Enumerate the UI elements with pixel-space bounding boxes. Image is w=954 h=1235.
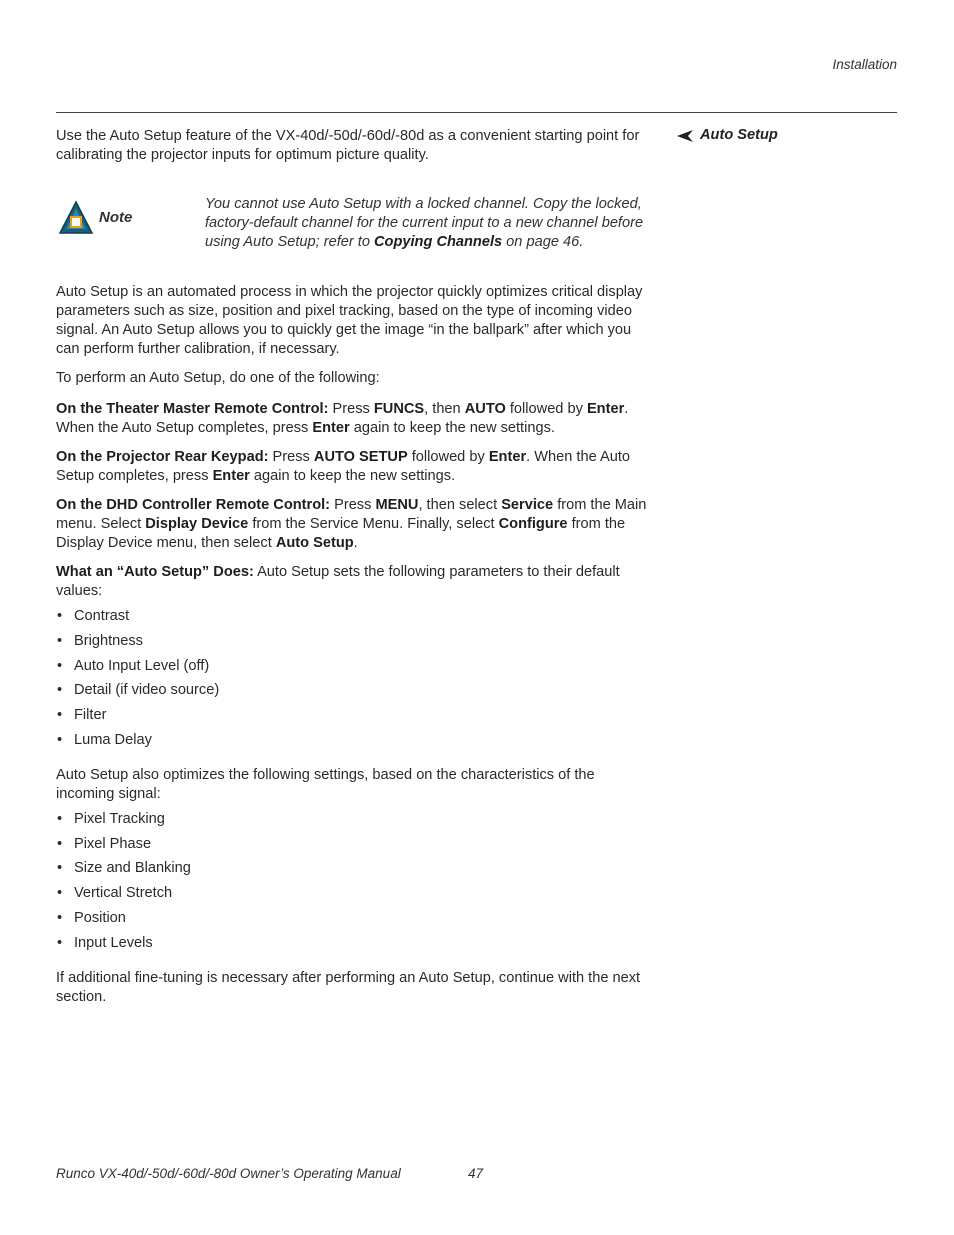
theater-t2: , then — [424, 401, 465, 417]
list-item: • Size and Blanking — [56, 859, 656, 884]
dhd-key-auto-setup: Auto Setup — [275, 535, 354, 551]
note-text — [205, 195, 655, 252]
dhd-t2: , then select — [418, 497, 502, 513]
list-item: • Contrast — [56, 607, 656, 632]
list-item: • Luma Delay — [56, 731, 656, 756]
warning-icon — [58, 200, 94, 236]
main-content — [56, 283, 656, 1017]
optimized-list — [56, 810, 656, 959]
dhd-t5: from the Display Device menu, then select — [56, 516, 626, 551]
page-number: 47 — [468, 1166, 484, 1181]
theater-key-enter-2: Enter — [312, 420, 350, 436]
dhd-key-service: Service — [501, 497, 554, 513]
paragraph-overview: Auto Setup is an automated process in which the projector quickly optimizes critical display parameters such as size, position and pixel tracking, based on the type of incoming video signal. An Auto Setup allows you to quickly get the image “in the ballpark” after which you can perform further calibration, if necessary. — [56, 284, 643, 357]
list-item: • Vertical Stretch — [56, 884, 656, 909]
dhd-lead: On the DHD Controller Remote Control: — [56, 497, 331, 513]
theater-key-funcs: FUNCS — [373, 401, 425, 417]
keypad-t3: . When the Auto Setup completes, press — [56, 449, 630, 484]
dhd-key-menu: MENU — [375, 497, 419, 513]
paragraph-instructions: To perform an Auto Setup, do one of the following: — [56, 370, 380, 386]
theater-t5: again to keep the new settings. — [349, 420, 555, 436]
list-item: • Position — [56, 909, 656, 934]
keypad-key-enter: Enter — [488, 449, 527, 465]
note-block — [56, 195, 656, 275]
dhd-remote-instructions — [56, 496, 656, 553]
keypad-t1: Press — [268, 449, 314, 465]
theater-remote-instructions — [56, 400, 656, 438]
list-item: • Input Levels — [56, 934, 656, 959]
list-item: • Brightness — [56, 632, 656, 657]
dhd-t6: . — [353, 535, 358, 551]
side-heading — [676, 126, 778, 145]
theater-lead: On the Theater Master Remote Control: — [56, 401, 329, 417]
theater-t1: Press — [328, 401, 374, 417]
keypad-lead: On the Projector Rear Keypad: — [56, 449, 269, 465]
note-ref-link: Copying Channels — [374, 234, 503, 250]
what-auto-setup-does — [56, 563, 656, 601]
footer-manual-title: Runco VX-40d/-50d/-60d/-80d Owner’s Operating Manual — [56, 1166, 401, 1181]
dhd-key-display-device: Display Device — [145, 516, 249, 532]
header-section-title: Installation — [832, 57, 897, 72]
list-item: • Pixel Tracking — [56, 810, 656, 835]
header-rule — [56, 112, 897, 113]
defaults-list — [56, 607, 656, 756]
intro-paragraph — [56, 127, 656, 175]
list-item: • Detail (if video source) — [56, 681, 656, 706]
arrow-left-icon — [676, 129, 694, 143]
note-text-before: You cannot use Auto Setup with a locked channel. Copy the locked, factory-default channel for the current input to a new channel before using Auto Setup; refer to — [205, 196, 644, 250]
list-item: • Filter — [56, 706, 656, 731]
keypad-instructions — [56, 448, 656, 486]
list-item: • Auto Input Level (off) — [56, 657, 656, 682]
keypad-key-auto-setup: AUTO SETUP — [313, 449, 408, 465]
what-lead: What an “Auto Setup” Does: — [56, 564, 254, 580]
dhd-key-configure: Configure — [498, 516, 568, 532]
keypad-key-enter-2: Enter — [212, 468, 250, 484]
keypad-t4: again to keep the new settings. — [249, 468, 456, 484]
what-text: Auto Setup sets the following parameters to their default values: — [56, 564, 620, 599]
theater-key-auto: AUTO — [464, 401, 506, 417]
dhd-t4: from the Service Menu. Finally, select — [248, 516, 499, 532]
paragraph-fine-tuning: If additional fine-tuning is necessary after performing an Auto Setup, continue with the next section. — [56, 969, 641, 1005]
list-item: • Pixel Phase — [56, 835, 656, 860]
theater-key-enter: Enter — [586, 401, 625, 417]
intro-text: Use the Auto Setup feature of the VX-40d/-50d/-60d/-80d as a convenient starting point for calibrating the projector inputs for optimum picture quality. — [56, 128, 640, 163]
dhd-t1: Press — [330, 497, 376, 513]
dhd-t3: from the Main menu. Select — [56, 497, 647, 532]
paragraph-optimizes: Auto Setup also optimizes the following settings, based on the characteristics of the incoming signal: — [56, 766, 595, 802]
theater-t4: . When the Auto Setup completes, press — [56, 401, 629, 436]
note-label: Note — [99, 209, 133, 226]
keypad-t2: followed by — [407, 449, 489, 465]
theater-t3: followed by — [505, 401, 587, 417]
side-heading-label: Auto Setup — [700, 127, 778, 143]
note-text-after: on page 46. — [502, 234, 584, 250]
